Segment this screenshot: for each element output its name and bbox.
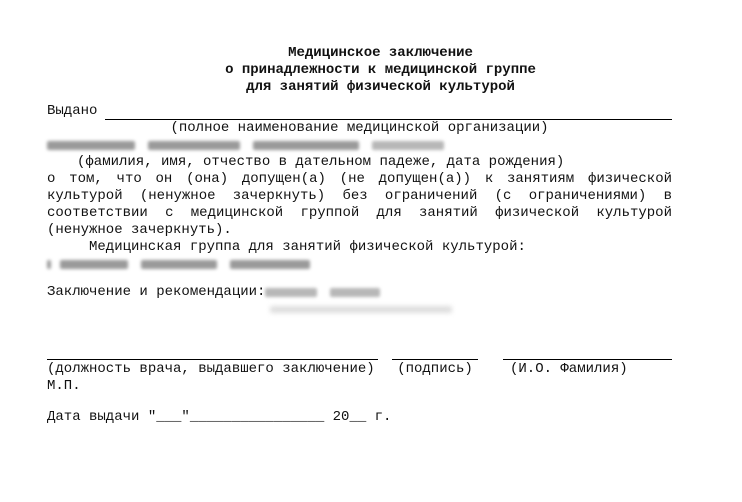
redacted-text-blob bbox=[148, 141, 240, 150]
doctor-position-hint: (должность врача, выдавшего заключение) bbox=[47, 361, 375, 377]
redacted-text-blob bbox=[47, 260, 51, 269]
title-line-1: Медицинское заключение bbox=[288, 45, 473, 61]
redacted-text-blob bbox=[141, 260, 217, 269]
redacted-text-blob bbox=[330, 288, 380, 297]
signature-row bbox=[47, 359, 672, 378]
conclusion-redacted-line2 bbox=[47, 301, 672, 318]
conclusion-label: Заключение и рекомендации: bbox=[47, 284, 266, 300]
redacted-text-blob bbox=[270, 306, 452, 313]
body-line-3: соответствии с медицинской группой для занятий физической культурой bbox=[47, 205, 672, 221]
signature-field bbox=[392, 359, 478, 378]
body-line-4: (ненужное зачеркнуть). bbox=[47, 222, 232, 238]
redacted-text-blob bbox=[253, 141, 359, 150]
doctor-position-field bbox=[47, 359, 378, 378]
issued-to-row bbox=[47, 103, 672, 120]
issued-label: Выдано bbox=[47, 103, 98, 119]
redacted-text-blob bbox=[230, 260, 310, 269]
body-line-1: о том, что он (она) допущен(а) (не допущен(а)) к занятиям физической bbox=[47, 171, 672, 187]
doctor-name-field bbox=[503, 359, 672, 378]
document-title bbox=[47, 45, 672, 96]
medical-group-label: Медицинская группа для занятий физической культурой: bbox=[89, 239, 526, 255]
organization-hint: (полное наименование медицинской организации) bbox=[170, 120, 549, 136]
redacted-text-blob bbox=[47, 141, 135, 150]
doctor-name-hint: (И.О. Фамилия) bbox=[510, 361, 628, 377]
title-line-2: о принадлежности к медицинской группе bbox=[225, 62, 536, 78]
organization-name-blank bbox=[105, 104, 672, 120]
redacted-text-blob bbox=[372, 141, 444, 150]
stamp-place-label: М.П. bbox=[47, 378, 81, 394]
patient-name-redacted bbox=[47, 137, 672, 154]
title-line-3: для занятий физической культурой bbox=[246, 79, 515, 95]
body-line-2: культурой (ненужное зачеркнуть) без ограничений (с ограничениями) в bbox=[47, 188, 672, 204]
signature-hint: (подпись) bbox=[397, 361, 473, 377]
medical-group-redacted bbox=[47, 256, 672, 273]
redacted-text-blob bbox=[265, 288, 317, 297]
redacted-text-blob bbox=[60, 260, 128, 269]
body-paragraph bbox=[47, 171, 672, 239]
patient-hint: (фамилия, имя, отчество в дательном падеже, дата рождения) bbox=[77, 154, 565, 170]
conclusion-row bbox=[47, 284, 672, 301]
issue-date-line: Дата выдачи "___"________________ 20__ г. bbox=[47, 409, 392, 425]
